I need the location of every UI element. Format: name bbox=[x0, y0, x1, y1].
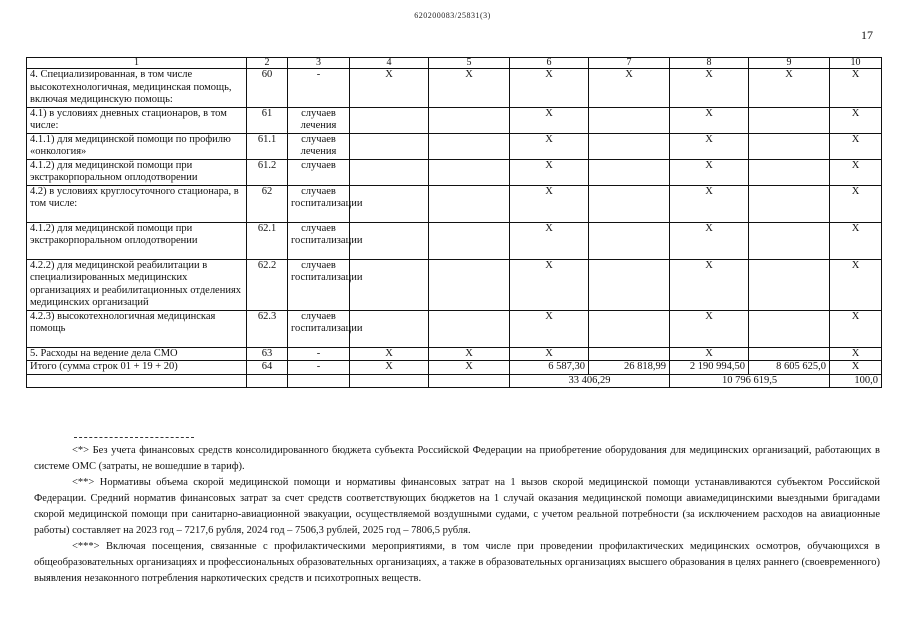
cell-value: X bbox=[670, 259, 749, 310]
col-number: 8 bbox=[670, 58, 749, 69]
cell-value: X bbox=[749, 69, 830, 108]
cell-value bbox=[589, 185, 670, 222]
cell-value: X bbox=[830, 69, 882, 108]
cell-value: X bbox=[670, 310, 749, 347]
col-number: 3 bbox=[288, 58, 350, 69]
row-code: 63 bbox=[247, 347, 288, 361]
row-code: 62.1 bbox=[247, 222, 288, 259]
cell-value: X bbox=[830, 222, 882, 259]
table-row bbox=[27, 185, 882, 222]
cell-value: X bbox=[830, 259, 882, 310]
cell-value: X bbox=[830, 107, 882, 133]
empty-cell bbox=[350, 374, 429, 388]
cell-value: X bbox=[350, 361, 429, 375]
table-row bbox=[27, 69, 882, 108]
row-unit: - bbox=[288, 361, 350, 375]
footnote-separator bbox=[74, 437, 194, 438]
cell-value bbox=[749, 159, 830, 185]
cell-value: X bbox=[429, 69, 510, 108]
col-number: 10 bbox=[830, 58, 882, 69]
table-row bbox=[27, 107, 882, 133]
col-number: 7 bbox=[589, 58, 670, 69]
cell-value bbox=[589, 159, 670, 185]
cell-value bbox=[589, 107, 670, 133]
row-unit: случаев госпитализации bbox=[288, 222, 350, 259]
col-number: 2 bbox=[247, 58, 288, 69]
row-code: 62.3 bbox=[247, 310, 288, 347]
row-unit: случаев bbox=[288, 159, 350, 185]
cell-value bbox=[749, 259, 830, 310]
row-unit: - bbox=[288, 69, 350, 108]
cell-value bbox=[429, 107, 510, 133]
row-label: 4. Специализированная, в том числе высокотехнологичная, медицинская помощь, включая медицинскую помощь: bbox=[27, 69, 247, 108]
cell-value: X bbox=[510, 133, 589, 159]
financial-norms-table bbox=[26, 57, 882, 388]
cell-value bbox=[589, 347, 670, 361]
cell-value bbox=[749, 222, 830, 259]
cell-value bbox=[429, 185, 510, 222]
cell-value bbox=[429, 222, 510, 259]
col-number: 1 bbox=[27, 58, 247, 69]
cell-value: X bbox=[670, 222, 749, 259]
empty-cell bbox=[429, 374, 510, 388]
cell-value bbox=[589, 259, 670, 310]
table-row bbox=[27, 259, 882, 310]
cell-value bbox=[589, 310, 670, 347]
cell-value bbox=[350, 159, 429, 185]
cell-value bbox=[350, 133, 429, 159]
cell-value bbox=[589, 133, 670, 159]
footnote-1: <*> Без учета финансовых средств консолидированного бюджета субъекта Российской Федерации на приобретение оборудования для медицинских организаций, работающих в системе ОМС (затраты, не вошедшие в тариф). bbox=[34, 445, 880, 472]
footnote-2: <**> Нормативы объема скорой медицинской помощи и нормативы финансовых затрат на 1 вызов скорой медицинской помощи устанавливаются субъектом Российской Федерации. Средний норматив финансовых затрат за счет средств соответствующих бюджетов на 1 случай оказания медицинской помощи авиамедицинскими выездными бригадами скорой медицинской помощи при санитарно-авиационной эвакуации, осуществляемой воздушными судами, с учетом реальной потребности (за исключением расходов на авиационные работы) составляет на 2023 год – 7217,6 рубля, 2024 год – 7506,3 рублей, 2025 год – 7806,5 рубля. bbox=[34, 477, 880, 536]
cell-value: X bbox=[670, 133, 749, 159]
table-row bbox=[27, 310, 882, 347]
row-label: 5. Расходы на ведение дела СМО bbox=[27, 347, 247, 361]
page-number: 17 bbox=[861, 28, 873, 42]
cell-value: X bbox=[830, 185, 882, 222]
total-sum-6-7: 33 406,29 bbox=[510, 374, 670, 388]
empty-cell bbox=[247, 374, 288, 388]
table-row bbox=[27, 361, 882, 375]
cell-value bbox=[429, 159, 510, 185]
row-label: 4.1.1) для медицинской помощи по профилю «онкология» bbox=[27, 133, 247, 159]
cell-value bbox=[749, 133, 830, 159]
cell-value bbox=[429, 310, 510, 347]
cell-value: X bbox=[589, 69, 670, 108]
row-label: 4.1) в условиях дневных стационаров, в том числе: bbox=[27, 107, 247, 133]
cell-value: 6 587,30 bbox=[510, 361, 589, 375]
cell-value: X bbox=[670, 347, 749, 361]
col-number: 5 bbox=[429, 58, 510, 69]
empty-cell bbox=[288, 374, 350, 388]
row-code: 61.2 bbox=[247, 159, 288, 185]
cell-value: X bbox=[350, 69, 429, 108]
row-label: 4.1.2) для медицинской помощи при экстракорпоральном оплодотворении bbox=[27, 159, 247, 185]
row-unit: случаев госпитализации bbox=[288, 259, 350, 310]
row-code: 62 bbox=[247, 185, 288, 222]
cell-value bbox=[350, 259, 429, 310]
cell-value bbox=[589, 222, 670, 259]
col-number: 4 bbox=[350, 58, 429, 69]
cell-value: X bbox=[830, 133, 882, 159]
cell-value: X bbox=[830, 310, 882, 347]
cell-value: X bbox=[510, 185, 589, 222]
row-label: 4.2.3) высокотехнологичная медицинская помощь bbox=[27, 310, 247, 347]
cell-value: X bbox=[830, 347, 882, 361]
cell-value bbox=[429, 259, 510, 310]
table-row bbox=[27, 222, 882, 259]
cell-value: X bbox=[670, 185, 749, 222]
footnote-3: <***> Включая посещения, связанные с профилактическими мероприятиями, в том числе при проведении профилактических медицинских осмотров, обучающихся в общеобразовательных организациях и профессиональных образовательных организациях, а также в образовательных организациях высшего образования в целях раннего (своевременного) выявления незаконного потребления наркотических средств и психотропных веществ. bbox=[34, 541, 880, 584]
row-label: 4.1.2) для медицинской помощи при экстракорпоральном оплодотворении bbox=[27, 222, 247, 259]
cell-value: X bbox=[510, 347, 589, 361]
cell-value: X bbox=[350, 347, 429, 361]
row-code: 62.2 bbox=[247, 259, 288, 310]
total-sum-8-9: 10 796 619,5 bbox=[670, 374, 830, 388]
cell-value: X bbox=[510, 259, 589, 310]
cell-value: X bbox=[510, 159, 589, 185]
cell-value bbox=[350, 107, 429, 133]
row-unit: случаев госпитализации bbox=[288, 185, 350, 222]
footnotes bbox=[34, 443, 880, 587]
empty-cell bbox=[27, 374, 247, 388]
row-label: 4.2) в условиях круглосуточного стационара, в том числе: bbox=[27, 185, 247, 222]
cell-value bbox=[749, 347, 830, 361]
cell-value bbox=[429, 133, 510, 159]
row-unit: случаев лечения bbox=[288, 133, 350, 159]
column-number-row bbox=[27, 58, 882, 69]
table-row bbox=[27, 159, 882, 185]
document-number: 620200083/25831(3) bbox=[414, 11, 491, 20]
cell-value: 26 818,99 bbox=[589, 361, 670, 375]
total-percent: 100,0 bbox=[830, 374, 882, 388]
cell-value: X bbox=[429, 361, 510, 375]
row-unit: случаев лечения bbox=[288, 107, 350, 133]
cell-value: X bbox=[510, 310, 589, 347]
cell-value: X bbox=[670, 69, 749, 108]
row-label: Итого (сумма строк 01 + 19 + 20) bbox=[27, 361, 247, 375]
row-code: 61 bbox=[247, 107, 288, 133]
total-row bbox=[27, 374, 882, 388]
row-code: 61.1 bbox=[247, 133, 288, 159]
row-unit: случаев госпитализации bbox=[288, 310, 350, 347]
cell-value: X bbox=[429, 347, 510, 361]
col-number: 6 bbox=[510, 58, 589, 69]
row-code: 64 bbox=[247, 361, 288, 375]
cell-value: X bbox=[510, 107, 589, 133]
cell-value: X bbox=[510, 222, 589, 259]
cell-value: X bbox=[510, 69, 589, 108]
cell-value bbox=[749, 185, 830, 222]
table-row bbox=[27, 133, 882, 159]
cell-value: X bbox=[670, 107, 749, 133]
cell-value: 2 190 994,50 bbox=[670, 361, 749, 375]
row-label: 4.2.2) для медицинской реабилитации в специализированных медицинских организациях и реабилитационных отделениях медицинских организаций bbox=[27, 259, 247, 310]
cell-value: X bbox=[670, 159, 749, 185]
table-body bbox=[27, 58, 882, 388]
col-number: 9 bbox=[749, 58, 830, 69]
table-row bbox=[27, 347, 882, 361]
row-code: 60 bbox=[247, 69, 288, 108]
cell-value bbox=[749, 310, 830, 347]
cell-value: X bbox=[830, 361, 882, 375]
cell-value: 8 605 625,0 bbox=[749, 361, 830, 375]
cell-value: X bbox=[830, 159, 882, 185]
cell-value bbox=[749, 107, 830, 133]
row-unit: - bbox=[288, 347, 350, 361]
